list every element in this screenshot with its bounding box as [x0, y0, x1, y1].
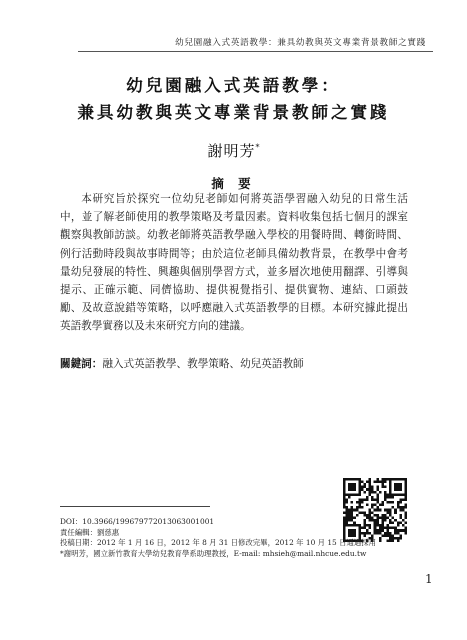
footnote-doi: DOI：10.3966/199679772013063001001: [60, 517, 215, 526]
footnote-dates: 投稿日期：2012 年 1 月 16 日，2012 年 8 月 31 日修改完畢，2012 年 10 月 15 日通過採用: [60, 538, 377, 548]
page-number: 1: [425, 572, 433, 586]
footnotes: [60, 517, 440, 559]
abstract-paragraph: 本研究旨於探究一位幼兒老師如何將英語學習融入幼兒的日常生活中，並了解老師使用的教學策略及考量因素。資料收集包括七個月的課室觀察與教師訪談。幼教老師將英語教學融入學校的用餐時間、轉銜時間、例行活動時段與故事時間等；由於這位老師具備幼教背景，在教學中會考量幼兒發展的特性、興趣與個別學習方式，並多層次地使用翻譯、引導與提示、正確示範、同儕協助、提供視覺指引、提供實物、連結、口頭鼓勵、及故意說錯等策略，以呼應融入式英語教學的目標。本研究據此提出英語教學實務以及未來研究方向的建議。: [60, 193, 408, 333]
author: [0, 140, 467, 161]
running-header: 幼兒園融入式英語教學：兼具幼教與英文專業背景教師之實踐: [175, 38, 426, 48]
abstract-heading: 摘 要: [211, 176, 256, 191]
header-rule: [78, 51, 433, 52]
paper-title-line-1: 幼兒園融入式英語教學：: [126, 76, 341, 95]
footnote-affiliation: *謝明芳，國立新竹教育大學幼兒教育學系助理教授，E-mail: mhsieh@mail.nhcue.edu.tw: [60, 548, 367, 558]
paper-title-line-2: 兼具幼教與英文專業背景教師之實踐: [77, 103, 390, 122]
abstract-body: [60, 190, 408, 336]
footnote-rule: [60, 506, 210, 507]
keywords-text: 融入式英語教學、教學策略、幼兒英語教師: [102, 358, 304, 370]
keywords: [60, 356, 410, 371]
author-name: 謝明芳: [207, 142, 256, 160]
author-footnote-mark: *: [255, 143, 260, 152]
footnote-editor: 責任編輯：劉慈惠: [60, 527, 120, 537]
keywords-label: 關鍵詞：: [60, 358, 103, 370]
